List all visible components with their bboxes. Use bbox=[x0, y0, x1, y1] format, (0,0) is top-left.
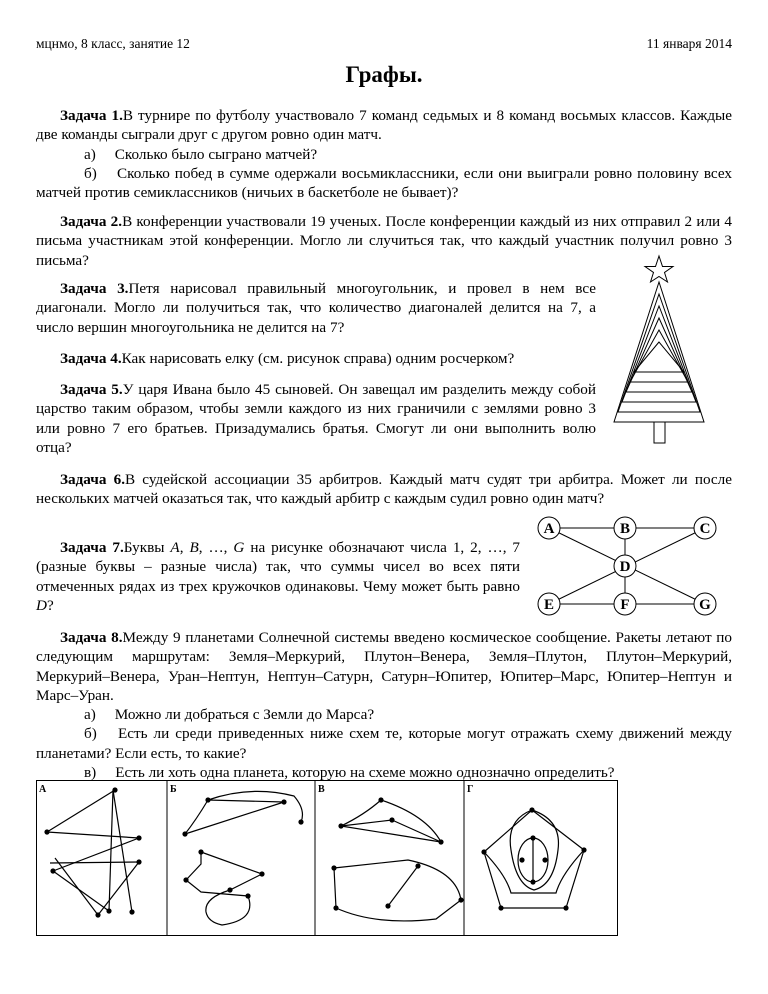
problem-1-part-b: б) Сколько побед в сумме одержали восьмиклассники, если они выиграли ровно половину всех матчей против семиклассников (ничьих в баскетболе не бывает)? bbox=[36, 164, 732, 202]
scheme-a-label: А bbox=[39, 784, 47, 795]
problem-1-statement: Задача 1.В турнире по футболу участвовало 7 команд седьмых и 8 команд восьмых классов. Каждые две команды сыграли друг с другом ровно один матч. bbox=[36, 107, 733, 144]
problem-8-part-b: б) Есть ли среди приведенных ниже схем те, которые могут отражать схему движений между планетами? Если есть, то какие? bbox=[36, 725, 732, 762]
problem-label: Задача 8. bbox=[60, 629, 123, 646]
scheme-g-graph bbox=[481, 807, 586, 910]
header-date: 11 января 2014 bbox=[646, 36, 732, 51]
problem-1 bbox=[36, 106, 732, 202]
problem-8-part-c: в) Есть ли хоть одна планета, которую на схеме можно однозначно определить? bbox=[84, 764, 615, 782]
problem-7-statement: Задача 7.Буквы A, B, …, G на рисунке обозначают числа 1, 2, …, 7 (разные буквы – разные числа) так, что суммы чисел во всех пяти отмеченных рядах из трех кружочков одинаковы. Чему может быть равно D? bbox=[36, 539, 521, 614]
scheme-b-graph bbox=[182, 791, 303, 925]
problem-label: Задача 4. bbox=[60, 350, 122, 367]
problem-3-statement: Задача 3.Петя нарисовал правильный многоугольник, и провел в нем все диагонали. Могло ли получиться так, что количество диагоналей делится на 7, а число вершин многоугольника не делится на 7? bbox=[36, 280, 596, 336]
page-title: Графы. bbox=[345, 62, 423, 87]
problem-5 bbox=[36, 380, 596, 457]
problem-1-part-a: а) Сколько было сыграно матчей? bbox=[84, 145, 318, 163]
problem-label: Задача 2. bbox=[60, 213, 123, 230]
graph-node-label: G bbox=[699, 597, 711, 613]
problem-7 bbox=[36, 538, 520, 615]
problem-8 bbox=[36, 628, 732, 782]
planet-schemes-figure bbox=[36, 780, 618, 936]
problem-label: Задача 1. bbox=[60, 107, 123, 124]
letters-graph-figure bbox=[530, 512, 730, 622]
scheme-v-graph bbox=[331, 797, 463, 921]
problem-8-part-a: а) Можно ли добраться с Земли до Марса? bbox=[84, 706, 375, 724]
scheme-a-graph bbox=[44, 787, 141, 917]
problem-label: Задача 5. bbox=[60, 381, 123, 398]
graph-node-label: E bbox=[543, 597, 555, 613]
problem-4 bbox=[36, 349, 606, 368]
problem-5-statement: Задача 5.У царя Ивана было 45 сыновей. Он завещал им разделить между собой царство таким образом, чтобы земли каждого из них граничили с землями ровно 3 или ровно 7 его братьев. Призадумались братья. Смогут ли они выполнить волю отца? bbox=[36, 381, 597, 456]
christmas-tree-figure bbox=[604, 254, 724, 446]
problem-6 bbox=[36, 470, 732, 509]
problem-4-statement: Задача 4.Как нарисовать елку (см. рисунок справа) одним росчерком? bbox=[60, 350, 515, 367]
graph-node-label: F bbox=[620, 597, 630, 613]
problem-3 bbox=[36, 279, 596, 337]
scheme-b-label: Б bbox=[170, 784, 177, 795]
problem-2-statement: Задача 2.В конференции участвовали 19 ученых. После конференции каждый из них отправил 2 или 4 письма участникам этой конференции. Могло ли случиться так, что каждый участник получил ровно 3 письма? bbox=[36, 213, 732, 269]
header-course-info: мцнмо, 8 класс, занятие 12 bbox=[36, 36, 190, 51]
graph-node-label: B bbox=[619, 521, 631, 537]
graph-node-label: A bbox=[543, 521, 555, 537]
problem-label: Задача 7. bbox=[60, 539, 124, 556]
problem-8-statement: Задача 8.Между 9 планетами Солнечной системы введено космическое сообщение. Ракеты летают по следующим маршрутам: Земля–Меркурий, Плутон–Венера, Земля–Плутон, Плутон–Меркурий, Меркурий–Венера, Уран–Нептун, Нептун–Сатурн, Сатурн–Юпитер, Юпитер–Марс, Юпитер–Нептун и Марс–Уран. bbox=[36, 629, 732, 704]
tree-star-icon bbox=[645, 256, 673, 282]
graph-node-label: C bbox=[699, 521, 711, 537]
tree-body bbox=[614, 282, 704, 443]
scheme-v-label: В bbox=[318, 784, 325, 795]
problem-label: Задача 6. bbox=[60, 471, 125, 488]
problem-6-statement: Задача 6.В судейской ассоциации 35 арбитров. Каждый матч судят три арбитра. Может ли после нескольких матчей оказаться так, что каждый арбитр с каждым судил ровно один матч? bbox=[36, 471, 732, 508]
problem-label: Задача 3. bbox=[60, 280, 129, 297]
graph-node-label: D bbox=[619, 559, 631, 575]
scheme-g-label: Г bbox=[467, 784, 474, 795]
